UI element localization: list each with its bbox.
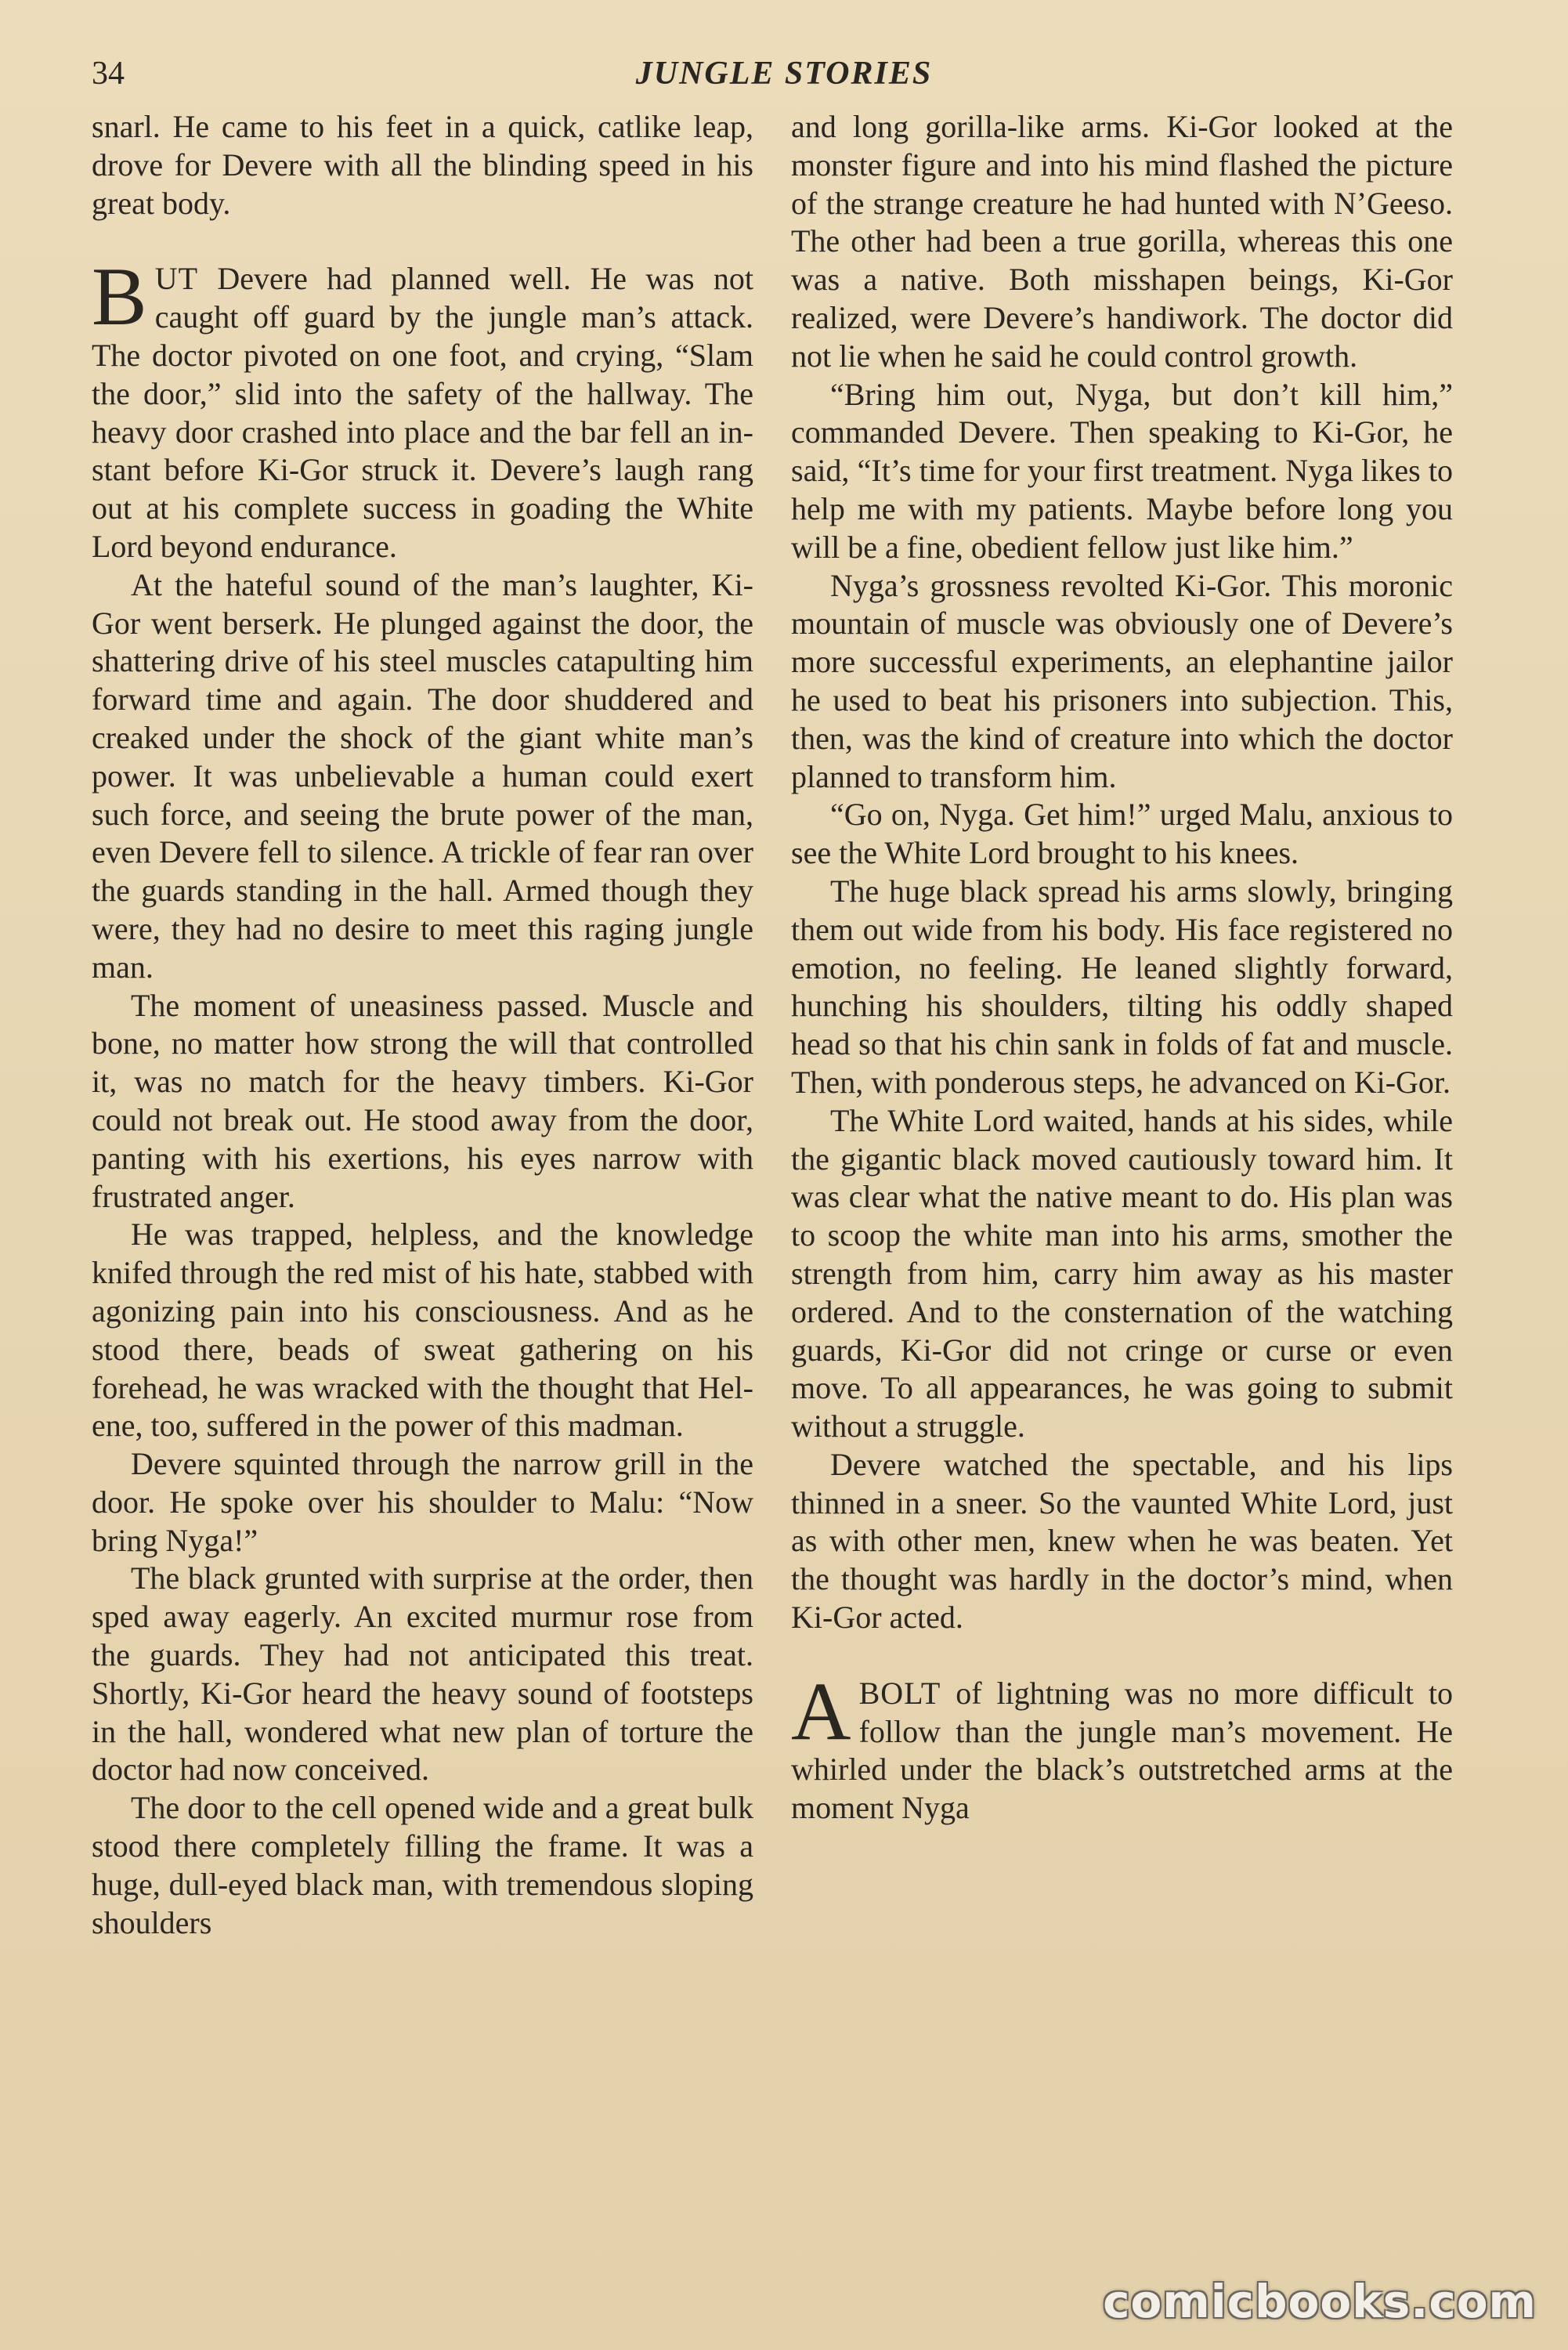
drop-cap: B [92,251,147,343]
dropcap-paragraph [791,1665,1453,1828]
paragraph-text: of lightning was no more difficult to follow than the jungle man’s movement. He whirled under the black’s outstretched arms at the moment Nyga [791,1675,1453,1826]
paragraph: At the hateful sound of the man’s laughter, Ki-Gor went berserk. He plunged against the door, the shattering drive of his steel muscles catapulting him forward time and again. The door shuddered and creaked under the shock of the giant white man’s power. It was unbelievable a human could exert such force, and seeing the brute power of the man, even Devere fell to silence. A trickle of fear ran over the guards standing in the hall. Armed though they were, they had no desire to meet this raging jungle man. [92,566,753,985]
running-title: JUNGLE STORIES [635,56,933,92]
paragraph: The black grunted with surprise at the order, then sped away eagerly. An excited murmur rose from the guards. They had not anticipated this treat. Shortly, Ki-Gor heard the heavy sound of footsteps in the hall, wondered what new plan of torture the doctor had now conceived. [92,1560,753,1788]
paragraph: The door to the cell opened wide and a great bulk stood there completely filling the frame. It was a huge, dull-eyed black man, with tremendous sloping shoulders [92,1790,753,1940]
paragraph: The huge black spread his arms slowly, bringing them out wide from his body. His face registered no emotion, no feeling. He leaned slightly forward, hunching his shoulders, tilting his oddly shaped head so that his chin sank in folds of fat and muscle. Then, with ponderous steps, he advanced on Ki-Gor. [791,873,1453,1100]
opening-small-caps: UT [154,261,199,297]
paragraph: The White Lord waited, hands at his sides, while the gigantic black moved cautiously toward him. It was clear what the native meant to do. His plan was to scoop the white man into his arms, smother the strength from him, carry him away as his master ordered. And to the consternation of the watching guards, Ki-Gor did not cringe or curse or even move. To all appearances, he was going to submit without a struggle. [791,1102,1453,1444]
page-header [0,55,1568,102]
paragraph: He was trapped, helpless, and the knowledge knifed through the red mist of his hate, stabbed with agonizing pain into his consciousness. And as he stood there, beads of sweat gathering on his forehead, he was wracked with the thought that Helene, too, suffered in the power of this madman. [92,1217,753,1444]
dropcap-paragraph [92,251,753,566]
paragraph: The moment of uneasiness passed. Muscle and bone, no matter how strong the will that controlled it, was no match for the heavy timbers. Ki-Gor could not break out. He stood away from the door, panting with his exertions, his eyes narrow with frustrated anger. [92,987,753,1214]
opening-small-caps: BOLT [858,1675,941,1711]
paragraph: snarl. He came to his feet in a quick, catlike leap, drove for Devere with all the blinding speed in his great body. [92,109,753,221]
paragraph: and long gorilla-like arms. Ki-Gor looked at the monster figure and into his mind flashed the picture of the strange creature he had hunted with N’Geeso. The other had been a true gorilla, whereas this one was a native. Both misshapen beings, Ki-Gor realized, were Devere’s handiwork. The doctor did not lie when he said he could control growth. [791,109,1453,374]
paragraph: Nyga’s grossness revolted Ki-Gor. This moronic mountain of muscle was obviously one of Devere’s more successful experiments, an elephantine jailor he used to beat his prisoners into subjection. This, then, was the kind of creature into which the doctor planned to transform him. [791,567,1453,794]
left-column [92,108,753,1942]
paragraph: Devere watched the spectable, and his lips thinned in a sneer. So the vaunted White Lord, just as with other men, knew when he was beaten. Yet the thought was hardly in the doctor’s mind, when Ki-Gor acted. [791,1446,1453,1636]
right-column [791,108,1453,1828]
paragraph: “Go on, Nyga. Get him!” urged Malu, anxious to see the White Lord brought to his knees. [791,797,1453,871]
paragraph-text: Devere had planned well. He was not caught off guard by the jungle man’s attack. The doctor pivoted on one foot, and crying, “Slam the door,” slid into the safety of the hallway. The heavy door crashed into place and the bar fell an instant before Ki-Gor struck it. Devere’s laugh rang out at his complete success in goading the White Lord beyond endurance. [92,261,753,564]
paragraph: “Bring him out, Nyga, but don’t kill him,” commanded Devere. Then speaking to Ki-Gor, he said, “It’s time for your first treatment. Nyga likes to help me with my patients. Maybe before long you will be a fine, obedient fellow just like him.” [791,376,1453,565]
paragraph: Devere squinted through the narrow grill in the door. He spoke over his shoulder to Malu: “Now bring Nyga!” [92,1446,753,1558]
drop-cap: A [791,1665,851,1757]
watermark-logo: comicbooks.com [1103,2275,1537,2328]
page-number: 34 [92,56,125,92]
